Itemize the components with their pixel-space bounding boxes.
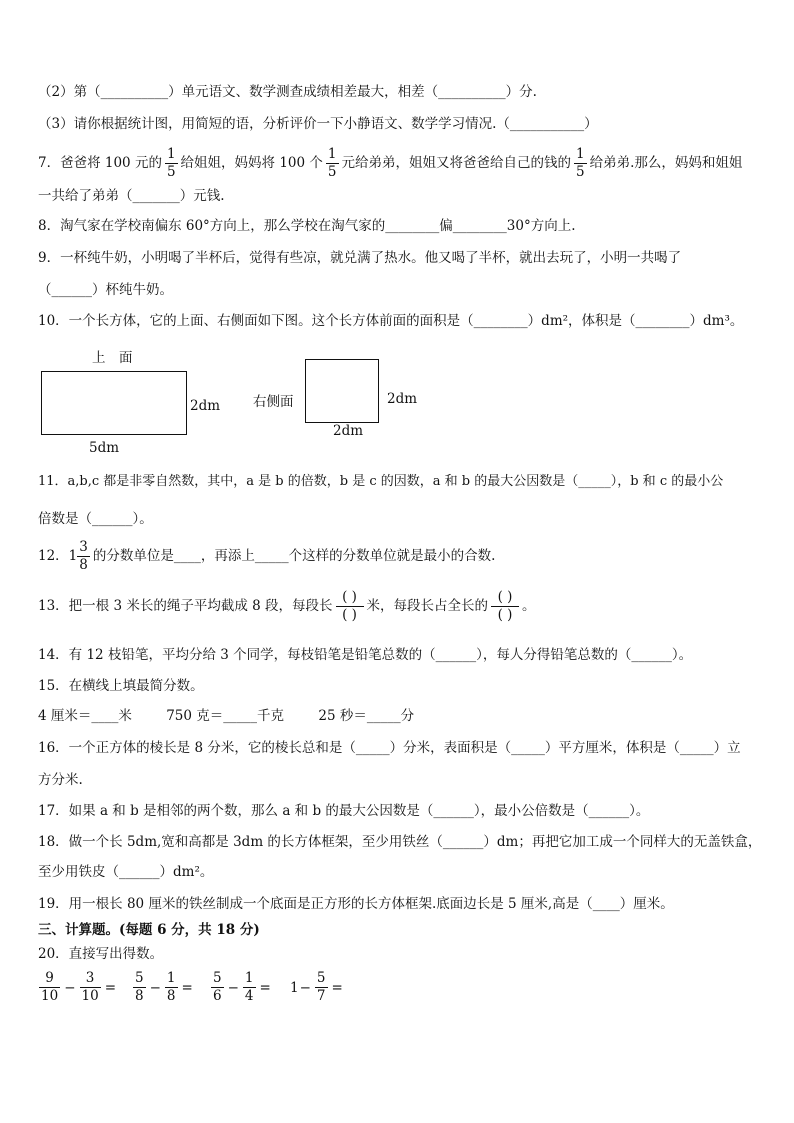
question-7 xyxy=(38,146,742,181)
side-face-label: 右侧面 xyxy=(253,394,294,410)
q7-text-2: 给姐姐，妈妈将 100 个 xyxy=(180,155,323,171)
calc-item-3: $\frac{5}{6}$ − $\frac{1}{4}$ = xyxy=(213,970,271,1004)
q12-text-1: 12．1 xyxy=(38,548,78,564)
question-20: 20．直接写出得数。 xyxy=(38,946,164,962)
question-18: 18．做一个长 5dm,宽和高都是 3dm 的长方体框架，至少用铁丝（______）dm；再把它加工成一个同样大的无盖铁盒， xyxy=(38,834,762,850)
question-17: 17．如果 a 和 b 是相邻的两个数，那么 a 和 b 的最大公因数是（______），最小公倍数是（______）。 xyxy=(38,803,650,819)
question-2-part2: （2）第（__________）单元语文、数学测查成绩相差最大，相差（__________）分. xyxy=(38,84,537,100)
question-2-part3: （3）请你根据统计图，用简短的语，分析评价一下小静语文、数学学习情况.（___________） xyxy=(38,116,598,132)
question-16-cont: 方分米. xyxy=(38,772,83,788)
question-19: 19．用一根长 80 厘米的铁丝制成一个底面是正方形的长方体框架.底面边长是 5 厘米,高是（____）厘米。 xyxy=(38,896,674,912)
calc-item-1: $\frac{9}{10}$ − $\frac{3}{10}$ = xyxy=(41,970,116,1004)
question-7-cont: 一共给了弟弟（_______）元钱. xyxy=(38,188,225,204)
question-15: 15．在横线上填最简分数。 xyxy=(38,678,204,694)
fraction: $\frac{9}{10}$ xyxy=(41,970,59,1004)
question-18-cont: 至少用铁皮（______）dm²。 xyxy=(38,864,214,880)
q13-text-3: 。 xyxy=(522,598,536,614)
question-12 xyxy=(38,538,495,574)
side-face-height-label: 2dm xyxy=(387,391,418,407)
question-14: 14．有 12 枝铅笔，平均分给 3 个同学，每枝铅笔是铅笔总数的（______），每人分得铅笔总数的（______）。 xyxy=(38,647,693,663)
fraction-one-fifth: $\frac{1}{5}$ xyxy=(327,146,337,180)
fraction: $\frac{5}{7}$ xyxy=(316,970,326,1004)
question-11: 11．a,b,c 都是非零自然数，其中，a 是 b 的倍数，b 是 c 的因数，a 和 b 的最大公因数是（_____），b 和 c 的最小公 xyxy=(38,474,724,489)
top-face-rectangle xyxy=(41,371,187,435)
q13-text-2: 米，每段长占全长的 xyxy=(366,598,489,614)
q7-text-4: 给弟弟.那么，妈妈和姐姐 xyxy=(589,155,743,171)
top-face-height-label: 2dm xyxy=(190,398,221,414)
top-face-width-label: 5dm xyxy=(89,440,120,456)
question-11-cont: 倍数是（______）。 xyxy=(38,511,153,527)
question-10: 10．一个长方体，它的上面、右侧面如下图。这个长方体前面的面积是（________）dm²，体积是（________）dm³。 xyxy=(38,313,744,329)
fraction-one-fifth: $\frac{1}{5}$ xyxy=(576,146,585,180)
q12-text-2: 的分数单位是____，再添上_____个这样的分数单位就是最小的合数. xyxy=(92,548,496,564)
fraction-three-eighths: $\frac{3}{8}$ xyxy=(79,539,88,573)
fraction: $\frac{1}{8}$ xyxy=(166,970,176,1004)
q7-text-1: 7．爸爸将 100 元的 xyxy=(38,155,162,171)
question-15-items: 4 厘米＝____米 750 克＝_____千克 25 秒＝_____分 xyxy=(38,708,415,724)
question-8: 8．淘气家在学校南偏东 60°方向上，那么学校在淘气家的________偏________30°方向上. xyxy=(38,218,576,234)
question-13 xyxy=(38,587,536,625)
q13-text-1: 13．把一根 3 米长的绳子平均截成 8 段，每段长 xyxy=(38,598,333,614)
question-9: 9．一杯纯牛奶，小明喝了半杯后，觉得有些凉，就兑满了热水。他又喝了半杯，就出去玩了，小明一共喝了 xyxy=(38,250,682,266)
fraction-one-fifth: $\frac{1}{5}$ xyxy=(166,146,176,180)
fraction: $\frac{5}{6}$ xyxy=(213,970,222,1004)
section-3-heading: 三、计算题。(每题 6 分，共 18 分) xyxy=(38,922,260,938)
calc-item-2: $\frac{5}{8}$ − $\frac{1}{8}$ = xyxy=(135,970,193,1004)
question-9-cont: （______）杯纯牛奶。 xyxy=(38,282,173,298)
fraction: $\frac{5}{8}$ xyxy=(135,970,144,1004)
answer-fraction-blank[interactable]: $\frac{( )}{( )}$ xyxy=(491,589,519,624)
top-face-label: 上 面 xyxy=(92,350,133,366)
fraction: $\frac{1}{4}$ xyxy=(244,970,254,1004)
fraction: $\frac{3}{10}$ xyxy=(81,970,99,1004)
side-face-width-label: 2dm xyxy=(333,423,364,439)
calc-item-4: 1 − $\frac{5}{7}$ = xyxy=(290,970,343,1004)
question-16: 16．一个正方体的棱长是 8 分米，它的棱长总和是（_____）分米，表面积是（_____）平方厘米，体积是（_____）立 xyxy=(38,740,741,756)
answer-fraction-blank[interactable]: $\frac{( )}{( )}$ xyxy=(336,589,364,624)
q7-text-3: 元给弟弟，姐姐又将爸爸给自己的钱的 xyxy=(341,155,571,171)
side-face-square xyxy=(305,359,379,423)
